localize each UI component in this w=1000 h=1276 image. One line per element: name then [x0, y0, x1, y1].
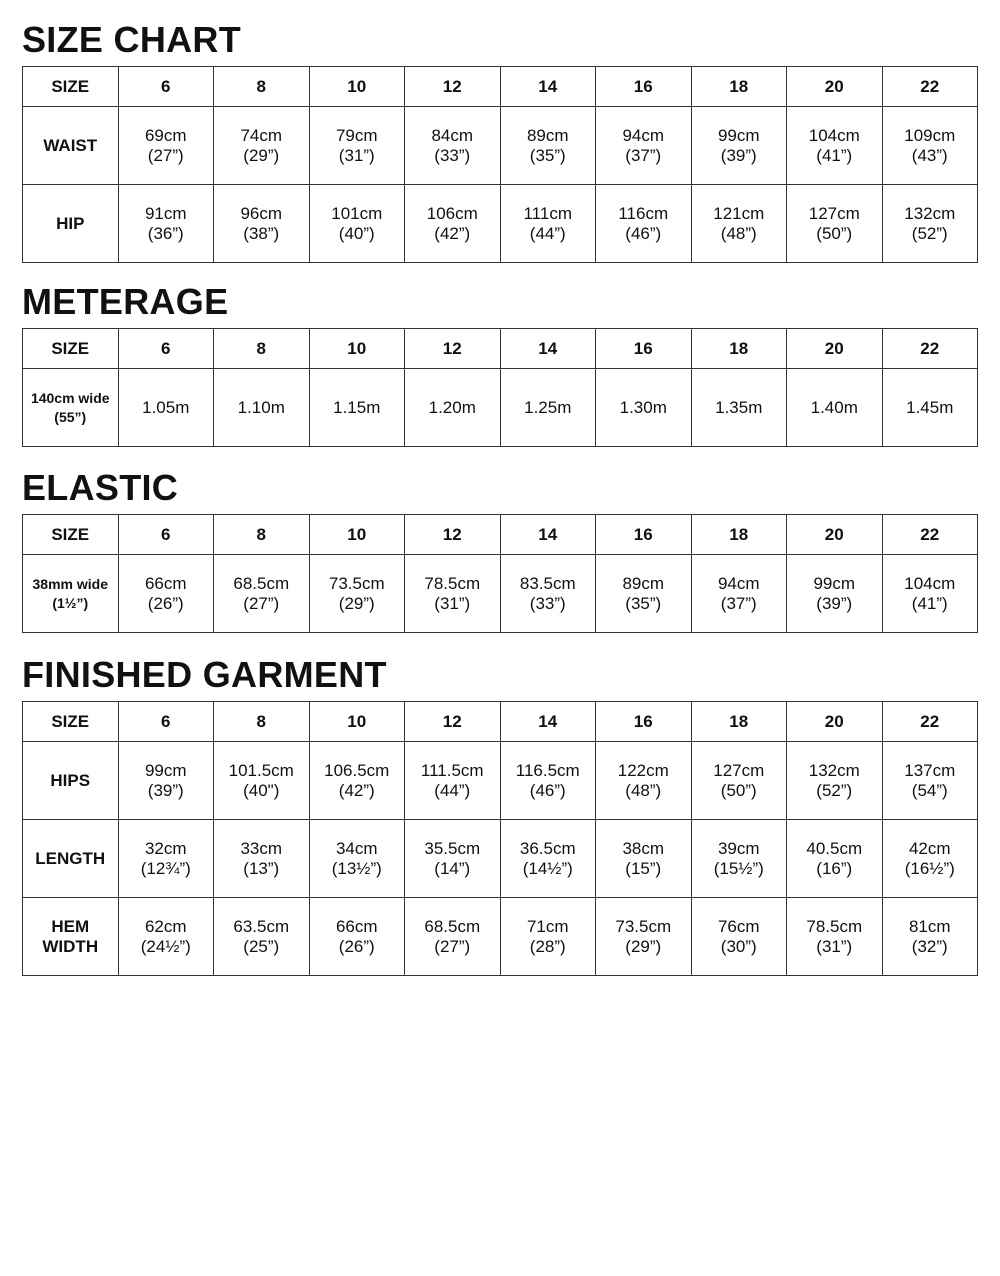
- cell-imperial: (16”): [816, 858, 853, 878]
- header-label: SIZE: [23, 515, 119, 555]
- size-header: 12: [405, 702, 501, 742]
- table-cell: [596, 107, 692, 185]
- row-label-line: WAIST: [43, 135, 98, 155]
- cell-imperial: (16½”): [904, 858, 955, 878]
- row-label-line: HEM: [51, 916, 90, 936]
- table-cell: [787, 555, 883, 633]
- section-title: METERAGE: [22, 281, 229, 322]
- table-cell: [405, 820, 501, 898]
- size-header: 6: [118, 67, 214, 107]
- cell-metric: 73.5cm: [615, 916, 672, 936]
- size-header: 14: [500, 67, 596, 107]
- table-cell: [500, 185, 596, 263]
- cell-imperial: (27”): [434, 936, 471, 956]
- table-cell: [214, 107, 310, 185]
- row-label-line: HIP: [56, 213, 85, 233]
- table-cell: [405, 185, 501, 263]
- table-cell: [309, 898, 405, 976]
- size-header: 18: [691, 702, 787, 742]
- size-chart-table: [22, 66, 978, 263]
- cell-metric: 36.5cm: [519, 838, 576, 858]
- table-cell: [500, 742, 596, 820]
- cell-imperial: (48”): [625, 780, 662, 800]
- cell-metric: 1.35m: [715, 397, 763, 417]
- table-cell: [500, 555, 596, 633]
- table-cell: [214, 820, 310, 898]
- size-header: 12: [405, 515, 501, 555]
- table-cell: [787, 185, 883, 263]
- cell-imperial: (35”): [529, 145, 566, 165]
- table-cell: [405, 742, 501, 820]
- table-cell: [882, 107, 978, 185]
- cell-metric: 68.5cm: [424, 916, 481, 936]
- meterage-section: [22, 282, 978, 447]
- row-label: [23, 185, 119, 263]
- cell-imperial: (42”): [434, 223, 471, 243]
- cell-imperial: (35”): [625, 593, 662, 613]
- cell-metric: 68.5cm: [233, 573, 290, 593]
- table-cell: [500, 107, 596, 185]
- cell-metric: 83.5cm: [519, 573, 576, 593]
- size-header: 6: [118, 702, 214, 742]
- cell-metric: 116cm: [618, 203, 669, 223]
- cell-imperial: (37”): [625, 145, 662, 165]
- table-cell: [882, 820, 978, 898]
- cell-metric: 99cm: [717, 125, 760, 145]
- table-cell: [309, 820, 405, 898]
- row-label-line: 140cm wide: [30, 389, 110, 406]
- cell-metric: 39cm: [717, 838, 760, 858]
- section-title: SIZE CHART: [22, 19, 241, 60]
- table-row: [23, 185, 978, 263]
- cell-metric: 74cm: [240, 125, 283, 145]
- cell-metric: 84cm: [431, 125, 474, 145]
- cell-imperial: (26”): [147, 593, 184, 613]
- table-cell: [787, 742, 883, 820]
- cell-imperial: (29”): [625, 936, 662, 956]
- cell-metric: 33cm: [240, 838, 283, 858]
- cell-metric: 111cm: [523, 203, 572, 223]
- size-header: 14: [500, 515, 596, 555]
- cell-imperial: (30”): [720, 936, 757, 956]
- cell-imperial: (41”): [816, 145, 853, 165]
- cell-imperial: (14”): [434, 858, 471, 878]
- cell-imperial: (44”): [529, 223, 566, 243]
- table-cell: [691, 555, 787, 633]
- cell-metric: 94cm: [717, 573, 760, 593]
- cell-imperial: (46”): [529, 780, 566, 800]
- cell-imperial: (13½”): [331, 858, 382, 878]
- cell-metric: 66cm: [335, 916, 378, 936]
- cell-metric: 104cm: [808, 125, 860, 145]
- cell-metric: 96cm: [240, 203, 283, 223]
- row-label-line: 38mm wide: [32, 575, 108, 592]
- cell-metric: 1.05m: [142, 397, 190, 417]
- table-cell: [405, 555, 501, 633]
- size-header: 16: [596, 329, 692, 369]
- cell-imperial: (39”): [720, 145, 757, 165]
- table-cell: [596, 185, 692, 263]
- cell-imperial: (26”): [338, 936, 375, 956]
- cell-metric: 35.5cm: [424, 838, 481, 858]
- table-cell: [405, 898, 501, 976]
- cell-imperial: (46”): [625, 223, 662, 243]
- cell-metric: 1.45m: [906, 397, 954, 417]
- cell-metric: 109cm: [904, 125, 956, 145]
- cell-imperial: (24½”): [140, 936, 191, 956]
- table-cell: [309, 555, 405, 633]
- table-cell: [118, 185, 214, 263]
- cell-imperial: (28”): [529, 936, 566, 956]
- cell-imperial: (15”): [625, 858, 662, 878]
- cell-metric: 81cm: [908, 916, 951, 936]
- table-cell: [691, 107, 787, 185]
- cell-imperial: (40”): [338, 223, 375, 243]
- cell-metric: 62cm: [144, 916, 187, 936]
- table-cell: [214, 555, 310, 633]
- cell-imperial: (50”): [720, 780, 757, 800]
- size-header: 20: [787, 67, 883, 107]
- table-cell: [214, 742, 310, 820]
- size-header: 10: [309, 329, 405, 369]
- cell-metric: 122cm: [617, 760, 669, 780]
- elastic-table: [22, 514, 978, 633]
- cell-metric: 106.5cm: [324, 760, 390, 780]
- size-header: 18: [691, 329, 787, 369]
- cell-metric: 66cm: [144, 573, 187, 593]
- size-header: 20: [787, 329, 883, 369]
- table-cell: [787, 820, 883, 898]
- cell-imperial: (39”): [816, 593, 853, 613]
- size-header: 22: [882, 515, 978, 555]
- cell-imperial: (31”): [816, 936, 853, 956]
- cell-metric: 104cm: [904, 573, 956, 593]
- size-header: 16: [596, 702, 692, 742]
- row-label-line: WIDTH: [42, 936, 99, 956]
- cell-imperial: (41”): [911, 593, 948, 613]
- table-cell: [214, 185, 310, 263]
- size-header: 16: [596, 515, 692, 555]
- cell-metric: 78.5cm: [424, 573, 481, 593]
- table-cell: [882, 555, 978, 633]
- cell-imperial: (54”): [911, 780, 948, 800]
- size-header: 8: [214, 67, 310, 107]
- size-header: 22: [882, 329, 978, 369]
- table-cell: [309, 369, 405, 447]
- size-header: 6: [118, 329, 214, 369]
- row-label: [23, 820, 119, 898]
- table-cell: [405, 107, 501, 185]
- cell-metric: 1.30m: [619, 397, 667, 417]
- table-cell: [596, 820, 692, 898]
- cell-imperial: (52”): [816, 780, 853, 800]
- table-cell: [214, 369, 310, 447]
- cell-metric: 1.10m: [237, 397, 285, 417]
- cell-imperial: (38”): [243, 223, 280, 243]
- table-cell: [787, 898, 883, 976]
- table-row: [23, 369, 978, 447]
- cell-metric: 1.15m: [333, 397, 381, 417]
- row-label-line: (55”): [54, 408, 87, 425]
- table-cell: [309, 185, 405, 263]
- table-row: [23, 555, 978, 633]
- size-header: 22: [882, 702, 978, 742]
- cell-metric: 99cm: [144, 760, 187, 780]
- cell-metric: 76cm: [717, 916, 760, 936]
- table-cell: [500, 898, 596, 976]
- cell-metric: 1.20m: [428, 397, 476, 417]
- cell-metric: 106cm: [426, 203, 478, 223]
- table-cell: [118, 742, 214, 820]
- size-header: 22: [882, 67, 978, 107]
- cell-metric: 34cm: [335, 838, 378, 858]
- cell-imperial: (42”): [338, 780, 375, 800]
- size-header: 8: [214, 329, 310, 369]
- table-cell: [882, 369, 978, 447]
- cell-imperial: (37”): [720, 593, 757, 613]
- table-cell: [691, 185, 787, 263]
- meterage-table: [22, 328, 978, 447]
- cell-metric: 73.5cm: [328, 573, 385, 593]
- cell-metric: 1.25m: [524, 397, 572, 417]
- table-cell: [309, 107, 405, 185]
- cell-imperial: (36”): [147, 223, 184, 243]
- finished-garment-table: [22, 701, 978, 976]
- cell-imperial: (32”): [911, 936, 948, 956]
- table-cell: [787, 369, 883, 447]
- size-header: 20: [787, 515, 883, 555]
- cell-metric: 99cm: [813, 573, 856, 593]
- header-row: [23, 702, 978, 742]
- row-label: [23, 369, 119, 447]
- cell-imperial: (14½”): [522, 858, 573, 878]
- cell-imperial: (31”): [434, 593, 471, 613]
- cell-metric: 132cm: [808, 760, 860, 780]
- table-cell: [691, 820, 787, 898]
- cell-metric: 101.5cm: [228, 760, 294, 780]
- cell-imperial: (44”): [434, 780, 471, 800]
- cell-imperial: (52”): [911, 223, 948, 243]
- size-header: 10: [309, 515, 405, 555]
- cell-imperial: (25”): [243, 936, 280, 956]
- section-title: FINISHED GARMENT: [22, 654, 387, 695]
- cell-metric: 132cm: [904, 203, 956, 223]
- cell-metric: 137cm: [904, 760, 956, 780]
- size-header: 12: [405, 329, 501, 369]
- table-cell: [596, 742, 692, 820]
- header-label: SIZE: [23, 702, 119, 742]
- header-row: [23, 329, 978, 369]
- section-title: ELASTIC: [22, 467, 179, 508]
- cell-metric: 121cm: [713, 203, 765, 223]
- size-header: 14: [500, 329, 596, 369]
- cell-metric: 79cm: [335, 125, 378, 145]
- table-row: [23, 107, 978, 185]
- cell-metric: 38cm: [622, 838, 665, 858]
- table-cell: [500, 369, 596, 447]
- cell-imperial: (15½”): [713, 858, 764, 878]
- size-header: 10: [309, 702, 405, 742]
- cell-metric: 1.40m: [810, 397, 858, 417]
- size-header: 8: [214, 702, 310, 742]
- table-row: [23, 898, 978, 976]
- table-cell: [309, 742, 405, 820]
- table-cell: [405, 369, 501, 447]
- cell-metric: 111.5cm: [420, 760, 484, 780]
- table-row: [23, 820, 978, 898]
- row-label-line: (1½”): [52, 594, 89, 611]
- size-header: 20: [787, 702, 883, 742]
- size-header: 18: [691, 67, 787, 107]
- cell-metric: 127cm: [713, 760, 765, 780]
- row-label-line: LENGTH: [35, 848, 106, 868]
- table-cell: [596, 369, 692, 447]
- table-cell: [118, 555, 214, 633]
- header-label: SIZE: [23, 329, 119, 369]
- size-chart-section: [22, 20, 978, 263]
- row-label: [23, 742, 119, 820]
- size-header: 16: [596, 67, 692, 107]
- table-cell: [882, 185, 978, 263]
- table-cell: [596, 555, 692, 633]
- table-cell: [787, 107, 883, 185]
- row-label-line: HIPS: [50, 770, 91, 790]
- elastic-section: [22, 468, 978, 633]
- size-header: 6: [118, 515, 214, 555]
- header-row: [23, 67, 978, 107]
- table-row: [23, 742, 978, 820]
- table-cell: [691, 369, 787, 447]
- cell-metric: 89cm: [622, 573, 665, 593]
- cell-imperial: (33”): [529, 593, 566, 613]
- row-label: [23, 555, 119, 633]
- cell-metric: 71cm: [526, 916, 569, 936]
- cell-metric: 127cm: [808, 203, 860, 223]
- cell-imperial: (40"): [243, 780, 280, 800]
- cell-imperial: (31”): [338, 145, 375, 165]
- table-cell: [691, 898, 787, 976]
- table-cell: [214, 898, 310, 976]
- cell-metric: 101cm: [331, 203, 383, 223]
- row-label: [23, 898, 119, 976]
- size-header: 10: [309, 67, 405, 107]
- cell-metric: 89cm: [526, 125, 569, 145]
- cell-imperial: (33”): [434, 145, 471, 165]
- table-cell: [118, 107, 214, 185]
- cell-imperial: (50”): [816, 223, 853, 243]
- size-header: 18: [691, 515, 787, 555]
- table-cell: [118, 898, 214, 976]
- cell-metric: 116.5cm: [515, 760, 580, 780]
- cell-metric: 78.5cm: [806, 916, 863, 936]
- cell-imperial: (29”): [338, 593, 375, 613]
- cell-metric: 91cm: [144, 203, 187, 223]
- cell-metric: 42cm: [908, 838, 951, 858]
- size-header: 14: [500, 702, 596, 742]
- cell-metric: 94cm: [622, 125, 665, 145]
- cell-imperial: (27”): [243, 593, 280, 613]
- cell-metric: 63.5cm: [233, 916, 290, 936]
- finished-garment-section: [22, 655, 978, 976]
- table-cell: [691, 742, 787, 820]
- cell-imperial: (29”): [243, 145, 280, 165]
- table-cell: [596, 898, 692, 976]
- cell-metric: 32cm: [144, 838, 187, 858]
- cell-imperial: (27”): [147, 145, 184, 165]
- table-cell: [500, 820, 596, 898]
- cell-imperial: (43”): [911, 145, 948, 165]
- table-cell: [118, 369, 214, 447]
- cell-metric: 40.5cm: [806, 838, 863, 858]
- header-row: [23, 515, 978, 555]
- table-cell: [882, 742, 978, 820]
- cell-imperial: (48”): [720, 223, 757, 243]
- cell-metric: 69cm: [144, 125, 187, 145]
- table-cell: [882, 898, 978, 976]
- size-header: 8: [214, 515, 310, 555]
- size-header: 12: [405, 67, 501, 107]
- cell-imperial: (13”): [243, 858, 280, 878]
- row-label: [23, 107, 119, 185]
- table-cell: [118, 820, 214, 898]
- header-label: SIZE: [23, 67, 119, 107]
- cell-imperial: (12¾”): [140, 858, 191, 878]
- cell-imperial: (39”): [147, 780, 184, 800]
